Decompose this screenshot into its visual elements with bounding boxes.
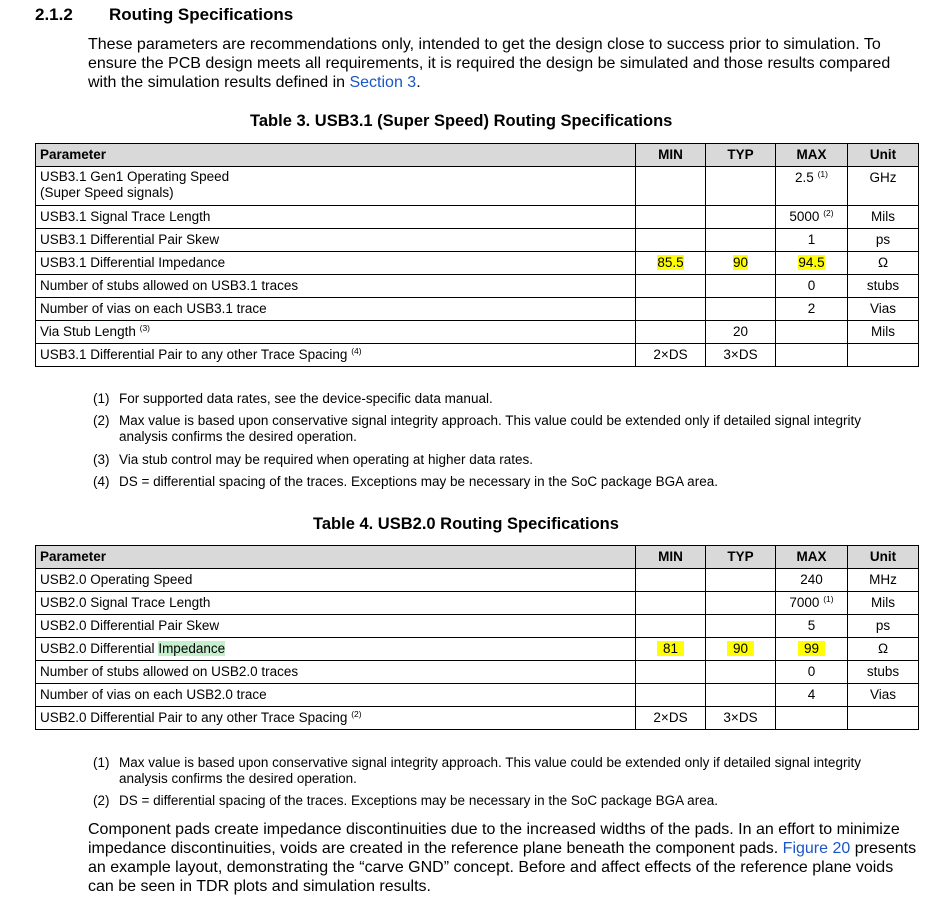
table-row xyxy=(36,252,919,275)
column-header-min: MIN xyxy=(636,144,706,167)
unit-cell: GHz xyxy=(848,167,919,206)
table-row xyxy=(36,275,919,298)
max-cell: 0 xyxy=(776,661,848,684)
min-cell xyxy=(636,321,706,344)
typ-cell xyxy=(706,661,776,684)
unit-cell: Mils xyxy=(848,592,919,615)
parameter-cell: USB3.1 Gen1 Operating Speed (Super Speed signals) xyxy=(36,167,636,206)
table-row xyxy=(36,707,919,730)
highlighted-value: 90 xyxy=(727,641,754,656)
max-cell xyxy=(776,638,848,661)
table3-header-row xyxy=(36,144,919,167)
column-header-min: MIN xyxy=(636,546,706,569)
column-header-max: MAX xyxy=(776,144,848,167)
min-cell xyxy=(636,206,706,229)
max-cell: 5000 $^{(2)}$ xyxy=(776,206,848,229)
unit-cell: Ω xyxy=(848,638,919,661)
parameter-cell: USB3.1 Differential Impedance xyxy=(36,252,636,275)
footnote-ref: (3) xyxy=(139,323,150,333)
section-title: Routing Specifications xyxy=(109,5,294,24)
unit-cell: ps xyxy=(848,229,919,252)
table-row xyxy=(36,167,919,206)
parameter-cell: Number of stubs allowed on USB2.0 traces xyxy=(36,661,636,684)
min-cell xyxy=(636,569,706,592)
min-cell xyxy=(636,638,706,661)
footnote-ref: (4) xyxy=(351,346,362,356)
unit-cell xyxy=(848,344,919,367)
footnote-ref: (2) xyxy=(351,709,362,719)
highlighted-word: Impedance xyxy=(158,641,226,656)
min-cell xyxy=(636,229,706,252)
typ-cell xyxy=(706,638,776,661)
unit-cell: MHz xyxy=(848,569,919,592)
parameter-cell: Number of vias on each USB3.1 trace xyxy=(36,298,636,321)
typ-cell xyxy=(706,569,776,592)
closing-paragraph xyxy=(88,820,918,896)
unit-cell: Vias xyxy=(848,298,919,321)
table-row xyxy=(36,638,919,661)
typ-cell: 3×DS xyxy=(706,344,776,367)
min-cell xyxy=(636,298,706,321)
min-cell xyxy=(636,252,706,275)
highlighted-value: 85.5 xyxy=(657,255,684,270)
unit-cell: stubs xyxy=(848,275,919,298)
typ-cell: 3×DS xyxy=(706,707,776,730)
min-cell xyxy=(636,275,706,298)
unit-cell: Vias xyxy=(848,684,919,707)
intro-paragraph xyxy=(88,35,918,92)
column-header-parameter: Parameter xyxy=(36,144,636,167)
min-cell: 2×DS xyxy=(636,344,706,367)
typ-cell: 20 xyxy=(706,321,776,344)
max-cell: 2.5 $^{(1)}$ xyxy=(776,167,848,206)
parameter-cell: USB2.0 Differential Pair Skew xyxy=(36,615,636,638)
table-row xyxy=(36,321,919,344)
column-header-typ: TYP xyxy=(706,144,776,167)
parameter-cell: USB2.0 Differential Pair to any other Trace Spacing $^{(2)}$ xyxy=(36,707,636,730)
table3-caption: Table 3. USB3.1 (Super Speed) Routing Specifications xyxy=(250,112,673,130)
min-cell xyxy=(636,167,706,206)
table4 xyxy=(35,545,919,730)
table-row xyxy=(36,229,919,252)
parameter-cell: USB3.1 Differential Pair Skew xyxy=(36,229,636,252)
max-cell: 7000 $^{(1)}$ xyxy=(776,592,848,615)
intro-text: These parameters are recommendations only, intended to get the design close to success prior to simulation. To ensure the PCB design meets all requirements, it is required the design be simulated and those results compared with the simulation results defined in xyxy=(88,36,891,91)
max-cell xyxy=(776,707,848,730)
unit-cell xyxy=(848,707,919,730)
parameter-cell: USB2.0 Differential Impedance xyxy=(36,638,636,661)
parameter-cell: USB2.0 Operating Speed xyxy=(36,569,636,592)
table-row xyxy=(36,684,919,707)
highlighted-value: 99 xyxy=(798,641,825,656)
section-number: 2.1.2 xyxy=(35,5,73,24)
parameter-cell: Number of vias on each USB2.0 trace xyxy=(36,684,636,707)
table-row xyxy=(36,298,919,321)
typ-cell xyxy=(706,592,776,615)
table-row xyxy=(36,344,919,367)
max-cell: 1 xyxy=(776,229,848,252)
table-row xyxy=(36,569,919,592)
unit-cell: stubs xyxy=(848,661,919,684)
typ-cell xyxy=(706,167,776,206)
parameter-cell: Via Stub Length $^{(3)}$ xyxy=(36,321,636,344)
highlighted-value: 90 xyxy=(732,255,749,270)
column-header-unit: Unit xyxy=(848,546,919,569)
highlighted-value: 81 xyxy=(657,641,684,656)
min-cell xyxy=(636,684,706,707)
table3 xyxy=(35,143,919,367)
table-row xyxy=(36,592,919,615)
footnote-ref: (1) xyxy=(817,169,828,179)
max-cell xyxy=(776,252,848,275)
intro-text-end: . xyxy=(416,74,421,91)
parameter-cell: Number of stubs allowed on USB3.1 traces xyxy=(36,275,636,298)
max-cell xyxy=(776,321,848,344)
max-cell: 5 xyxy=(776,615,848,638)
column-header-unit: Unit xyxy=(848,144,919,167)
typ-cell xyxy=(706,684,776,707)
min-cell xyxy=(636,661,706,684)
table4-caption: Table 4. USB2.0 Routing Specifications xyxy=(313,515,619,533)
typ-cell xyxy=(706,252,776,275)
parameter-cell: USB3.1 Signal Trace Length xyxy=(36,206,636,229)
typ-cell xyxy=(706,275,776,298)
min-cell: 2×DS xyxy=(636,707,706,730)
unit-cell: Ω xyxy=(848,252,919,275)
figure-20-link[interactable]: Figure 20 xyxy=(782,840,851,857)
column-header-typ: TYP xyxy=(706,546,776,569)
section-3-link[interactable]: Section 3 xyxy=(349,74,417,91)
footnote-ref: (1) xyxy=(823,594,834,604)
min-cell xyxy=(636,615,706,638)
table4-header-row xyxy=(36,546,919,569)
typ-cell xyxy=(706,615,776,638)
highlighted-value: 94.5 xyxy=(798,255,825,270)
table-row xyxy=(36,206,919,229)
typ-cell xyxy=(706,298,776,321)
max-cell: 240 xyxy=(776,569,848,592)
parameter-cell: USB3.1 Differential Pair to any other Trace Spacing $^{(4)}$ xyxy=(36,344,636,367)
closing-text: Component pads create impedance discontinuities due to the increased widths of the pads. In an effort to minimize impedance discontinuities, voids are created in the reference plane beneath the component pads. xyxy=(88,821,900,857)
typ-cell xyxy=(706,229,776,252)
table-row xyxy=(36,615,919,638)
typ-cell xyxy=(706,206,776,229)
unit-cell: Mils xyxy=(848,321,919,344)
column-header-max: MAX xyxy=(776,546,848,569)
table-row xyxy=(36,661,919,684)
unit-cell: Mils xyxy=(848,206,919,229)
closing-text-end: presents an example layout, demonstrating the “carve GND” concept. Before and affect effects of the reference plane voids can be seen in TDR plots and simulation results. xyxy=(88,840,917,895)
max-cell xyxy=(776,344,848,367)
unit-cell: ps xyxy=(848,615,919,638)
footnote-ref: (2) xyxy=(823,208,834,218)
max-cell: 2 xyxy=(776,298,848,321)
min-cell xyxy=(636,592,706,615)
column-header-parameter: Parameter xyxy=(36,546,636,569)
max-cell: 4 xyxy=(776,684,848,707)
parameter-cell: USB2.0 Signal Trace Length xyxy=(36,592,636,615)
max-cell: 0 xyxy=(776,275,848,298)
